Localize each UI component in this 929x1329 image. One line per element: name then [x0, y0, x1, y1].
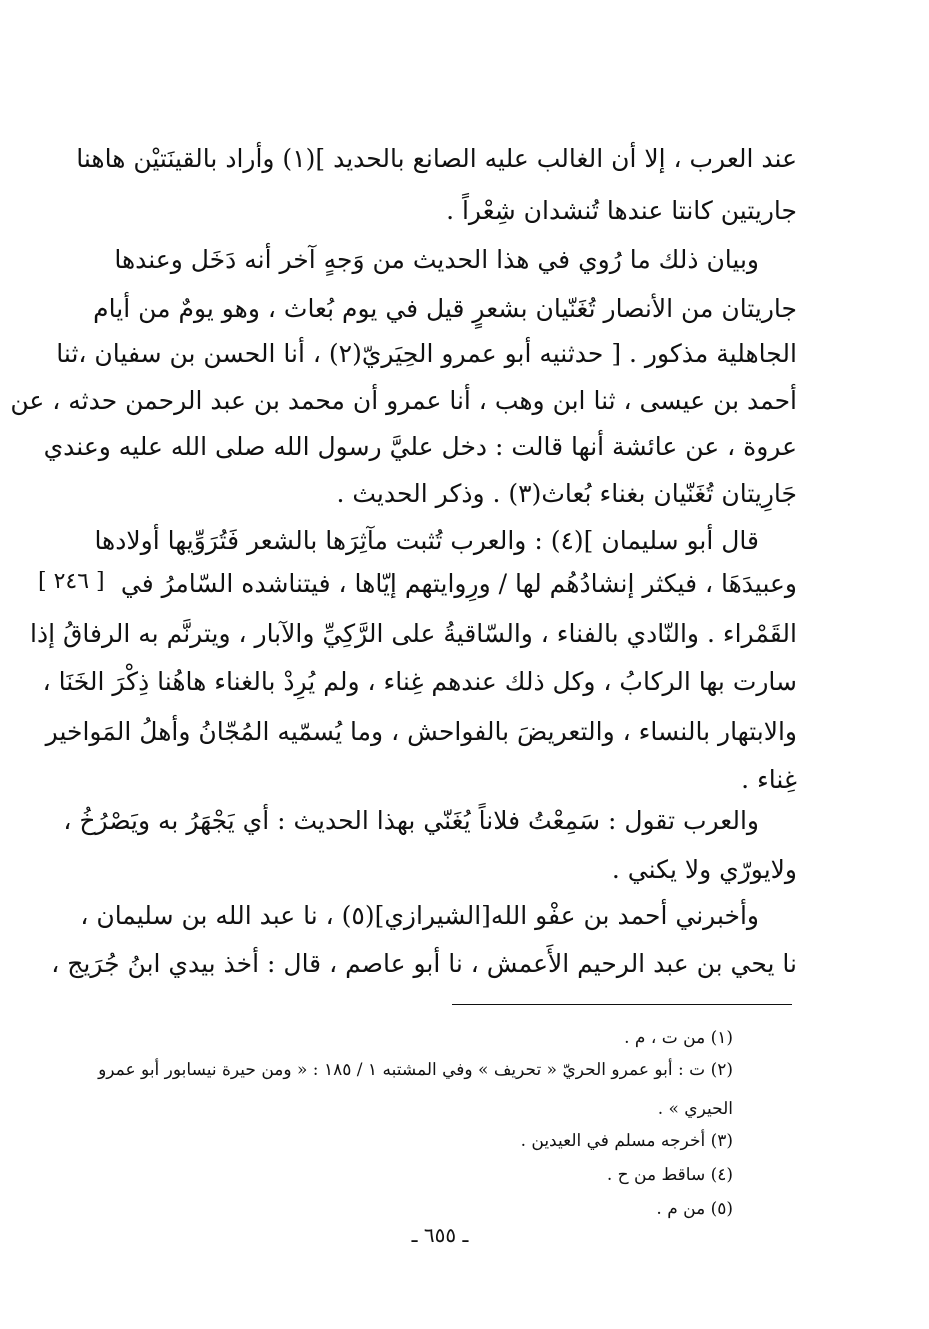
body-line-9: قال أبو سليمان ](٤) : والعرب تُثبت مآثِرَها بالشعر فَتُرَوِّيها أولادها: [94, 526, 759, 555]
body-line-8: جَارِيتان تُغَنّيان بغناء بُعاث(٣) . وذكر الحديث .: [336, 479, 797, 508]
body-line-15: والعرب تقول : سَمِعْتُ فلاناً يُغَنّي بهذا الحديث : أي يَجْهَرُ به ويَصْرُخُ ،: [63, 806, 759, 835]
footnote-5: (٥) من م .: [656, 1199, 733, 1219]
body-line-2: جاريتين كانتا عندها تُنشدان شِعْراً .: [446, 196, 797, 225]
footnote-separator: [452, 1004, 792, 1005]
footnote-2-continued: الحيري » .: [657, 1099, 733, 1119]
margin-page-reference: [ ٢٤٦ ]: [38, 569, 105, 594]
footnote-3: (٣) أخرجه مسلم في العيدين .: [520, 1131, 733, 1151]
body-line-12: سارت بها الركابُ ، وكل ذلك عندهم غِناء ، ولم يُرِدْ بالغناء هاهُنا ذِكْرَ الخَنَا ،: [42, 667, 797, 696]
footnote-1: (١) من ت ، م .: [624, 1028, 733, 1048]
body-line-17: وأخبرني أحمد بن عفْو الله[الشيرازي](٥) ، نا عبد الله بن سليمان ،: [80, 901, 759, 930]
body-line-3: وبيان ذلك ما رُوي في هذا الحديث من وَجهٍ آخر أنه دَخَل وعندها: [114, 245, 759, 274]
body-line-18: نا يحي بن عبد الرحيم الأَعمش ، نا أبو عاصم ، قال : أخذ بيدي ابنُ جُرَيج ،: [51, 949, 797, 978]
body-line-1: عند العرب ، إلا أن الغالب عليه الصانع بالحديد ](١) وأراد بالقينَتيْن هاهنا: [76, 144, 797, 173]
footnote-4: (٤) ساقط من ح .: [606, 1165, 733, 1185]
body-line-10: وعبيدَهَا ، فيكثر إنشادُهُم لها / ورِوايتهم إيّاها ، فيتناشده السّامرُ في: [120, 569, 797, 598]
page-number: ـ ٦٥٥ ـ: [411, 1223, 469, 1247]
body-line-4: جاريتان من الأنصار تُغَنّيان بشعرٍ قيل في يوم بُعاث ، وهو يومٌ من أيام: [93, 294, 797, 323]
body-line-5: الجاهلية مذكور . [ حدثنيه أبو عمرو الحِيَريّ(٢) ، أنا الحسن بن سفيان ،ثنا: [56, 339, 797, 368]
body-line-7: عروة ، عن عائشة أنها قالت : دخل عليَّ رسول الله صلى الله عليه وعندي: [43, 432, 797, 461]
body-line-16: ولايورّي ولا يكني .: [611, 855, 797, 884]
body-line-6: أحمد بن عيسى ، ثنا ابن وهب ، أنا عمرو أن محمد بن عبد الرحمن حدثه ، عن: [10, 386, 797, 415]
body-line-13: والابتهار بالنساء ، والتعريضَ بالفواحش ، وما يُسمّيه المُجّانُ وأهلُ المَواخير: [45, 717, 797, 746]
body-line-11: القَمْراء . والنّادي بالفناء ، والسّاقيةُ على الرَّكِيِّ والآبار ، ويترنَّم به الرفاقُ إذا: [30, 619, 797, 648]
body-line-14: غِناء .: [741, 765, 797, 794]
footnote-2: (٢) ت : أبو عمرو الحريّ « تحريف » وفي المشتبه ١ / ١٨٥ : « ومن حيرة نيسابور أبو عمرو: [98, 1060, 733, 1080]
